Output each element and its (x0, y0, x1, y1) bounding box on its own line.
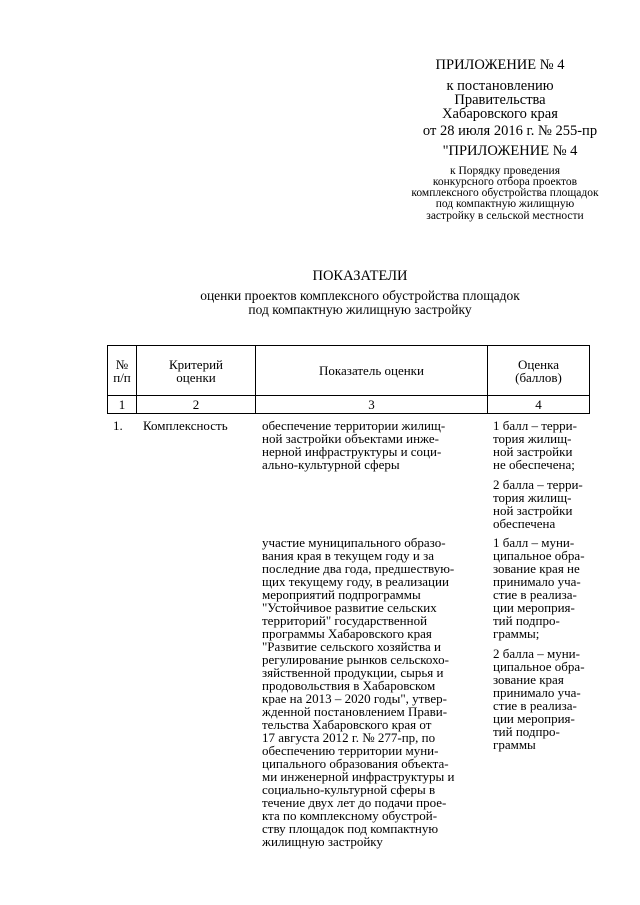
text-line: щих текущему году, в реализации (262, 574, 449, 589)
text-line: вания края в текущем году и за (262, 548, 435, 563)
subtitle-line: оценки проектов комплексного обустройства площадок (200, 288, 520, 303)
score-1b (493, 478, 589, 530)
score-2a (493, 536, 589, 640)
text-line: 17 августа 2012 г. № 277-пр, по (262, 730, 436, 745)
col-number: 4 (488, 396, 590, 414)
text-line: ству площадок под компактную (262, 821, 439, 836)
text-line: нерной инфраструктуры и соци- (262, 444, 442, 459)
text-line: кта по комплексному обустрой- (262, 808, 438, 823)
text-line: ципальное обра- (493, 659, 585, 674)
decree-date: от 28 июля 2016 г. № 255-пр (422, 123, 598, 139)
text-line: не обеспечена; (493, 457, 575, 472)
header-text: Оценка (518, 356, 559, 372)
row-criterion: Комплексность (143, 418, 228, 433)
reference-line: к Порядку проведения (450, 165, 560, 177)
text-line: 2 балла – терри- (493, 477, 583, 492)
text-line: участие муниципального образо- (262, 535, 446, 550)
text-line: зяйственной продукции, сырья и (262, 665, 444, 680)
text-line: крае на 2013 – 2020 годы", утвер- (262, 691, 447, 706)
row-number: 1. (113, 418, 123, 433)
text-line: ции мероприя- (493, 711, 575, 726)
text-line: "Устойчивое развитие сельских (262, 600, 437, 615)
text-line: социально-культурной сферы в (262, 782, 436, 797)
text-line: ной застройки (493, 444, 573, 459)
reference-line: под компактную жилищную (435, 198, 575, 211)
appendix-title: ПРИЛОЖЕНИЕ № 4 (435, 57, 565, 73)
subtitle-line: Хабаровского края (442, 105, 558, 122)
text-line: тория жилищ- (493, 490, 572, 505)
text-line: принимало уча- (493, 574, 581, 589)
text-line: тельства Хабаровского края от (262, 717, 432, 732)
column-number-row (108, 396, 590, 414)
col-number: 2 (137, 396, 256, 414)
text-line: ципального образования объекта- (262, 756, 449, 771)
text-line: тий подпро- (493, 613, 560, 628)
text-line: зование края (493, 672, 564, 687)
text-line: 1 балл – муни- (493, 535, 575, 550)
header-text: № (115, 356, 129, 372)
header-text: Критерий (169, 356, 223, 372)
text-line: граммы; (493, 626, 540, 641)
header-score (488, 346, 590, 396)
text-line: обеспечена (493, 516, 556, 531)
text-line: последние два года, предшествую- (262, 561, 455, 576)
indicator-1 (262, 419, 482, 471)
indicator-2 (262, 536, 482, 848)
text-line: "Развитие сельского хозяйства и (262, 639, 441, 654)
header-row (108, 346, 590, 396)
document-title: ПОКАЗАТЕЛИ (312, 268, 408, 284)
col-number: 1 (108, 396, 137, 414)
text-line: зование края не (493, 561, 580, 576)
text-line: ми инженерной инфраструктуры и (262, 769, 455, 784)
header-num (108, 346, 137, 396)
appendix-title-2: "ПРИЛОЖЕНИЕ № 4 (442, 143, 578, 159)
reference-line: комплексного обустройства площадок (411, 187, 599, 200)
text-line: 1 балл – терри- (493, 418, 577, 433)
subtitle-line: к постановлению (446, 78, 554, 94)
text-line: тий подпро- (493, 724, 560, 739)
text-line: ции мероприя- (493, 600, 575, 615)
header-text: п/п (113, 369, 131, 385)
score-1a (493, 419, 589, 471)
text-line: мероприятий подпрограммы (262, 587, 421, 602)
criteria-table-header (107, 345, 590, 414)
header-criterion (137, 346, 256, 396)
text-line: программы Хабаровского края (262, 626, 432, 641)
reference-line: конкурсного отбора проектов (432, 176, 578, 189)
text-line: ципальное обра- (493, 548, 585, 563)
header-text: (баллов) (515, 369, 562, 385)
text-line: ально-культурной сферы (262, 457, 400, 472)
header-text: оценки (176, 369, 216, 385)
text-line: территорий" государственной (262, 613, 428, 628)
text-line: ной застройки объектами инже- (262, 431, 439, 446)
reference-line: застройку в сельской местности (426, 209, 584, 222)
text-line: принимало уча- (493, 685, 581, 700)
appendix-subtitle (400, 80, 600, 121)
document-subtitle (0, 289, 640, 316)
text-line: стие в реализа- (493, 587, 577, 602)
text-line: стие в реализа- (493, 698, 577, 713)
order-reference (380, 166, 630, 222)
score-2b (493, 647, 589, 751)
text-line: продовольствия в Хабаровском (262, 678, 436, 693)
text-line: течение двух лет до подачи прое- (262, 795, 447, 810)
header-indicator: Показатель оценки (256, 346, 488, 396)
subtitle-line: Правительства (454, 91, 546, 108)
text-line: жденной постановлением Прави- (262, 704, 448, 719)
text-line: обеспечение территории жилищ- (262, 418, 446, 433)
text-line: ной застройки (493, 503, 573, 518)
text-line: регулирование рынков сельскохо- (262, 652, 449, 667)
text-line: жилищную застройку (262, 834, 383, 849)
col-number: 3 (256, 396, 488, 414)
text-line: обеспечению территории муни- (262, 743, 439, 758)
text-line: 2 балла – муни- (493, 646, 580, 661)
text-line: тория жилищ- (493, 431, 572, 446)
subtitle-line: под компактную жилищную застройку (248, 301, 472, 317)
text-line: граммы (493, 737, 536, 752)
